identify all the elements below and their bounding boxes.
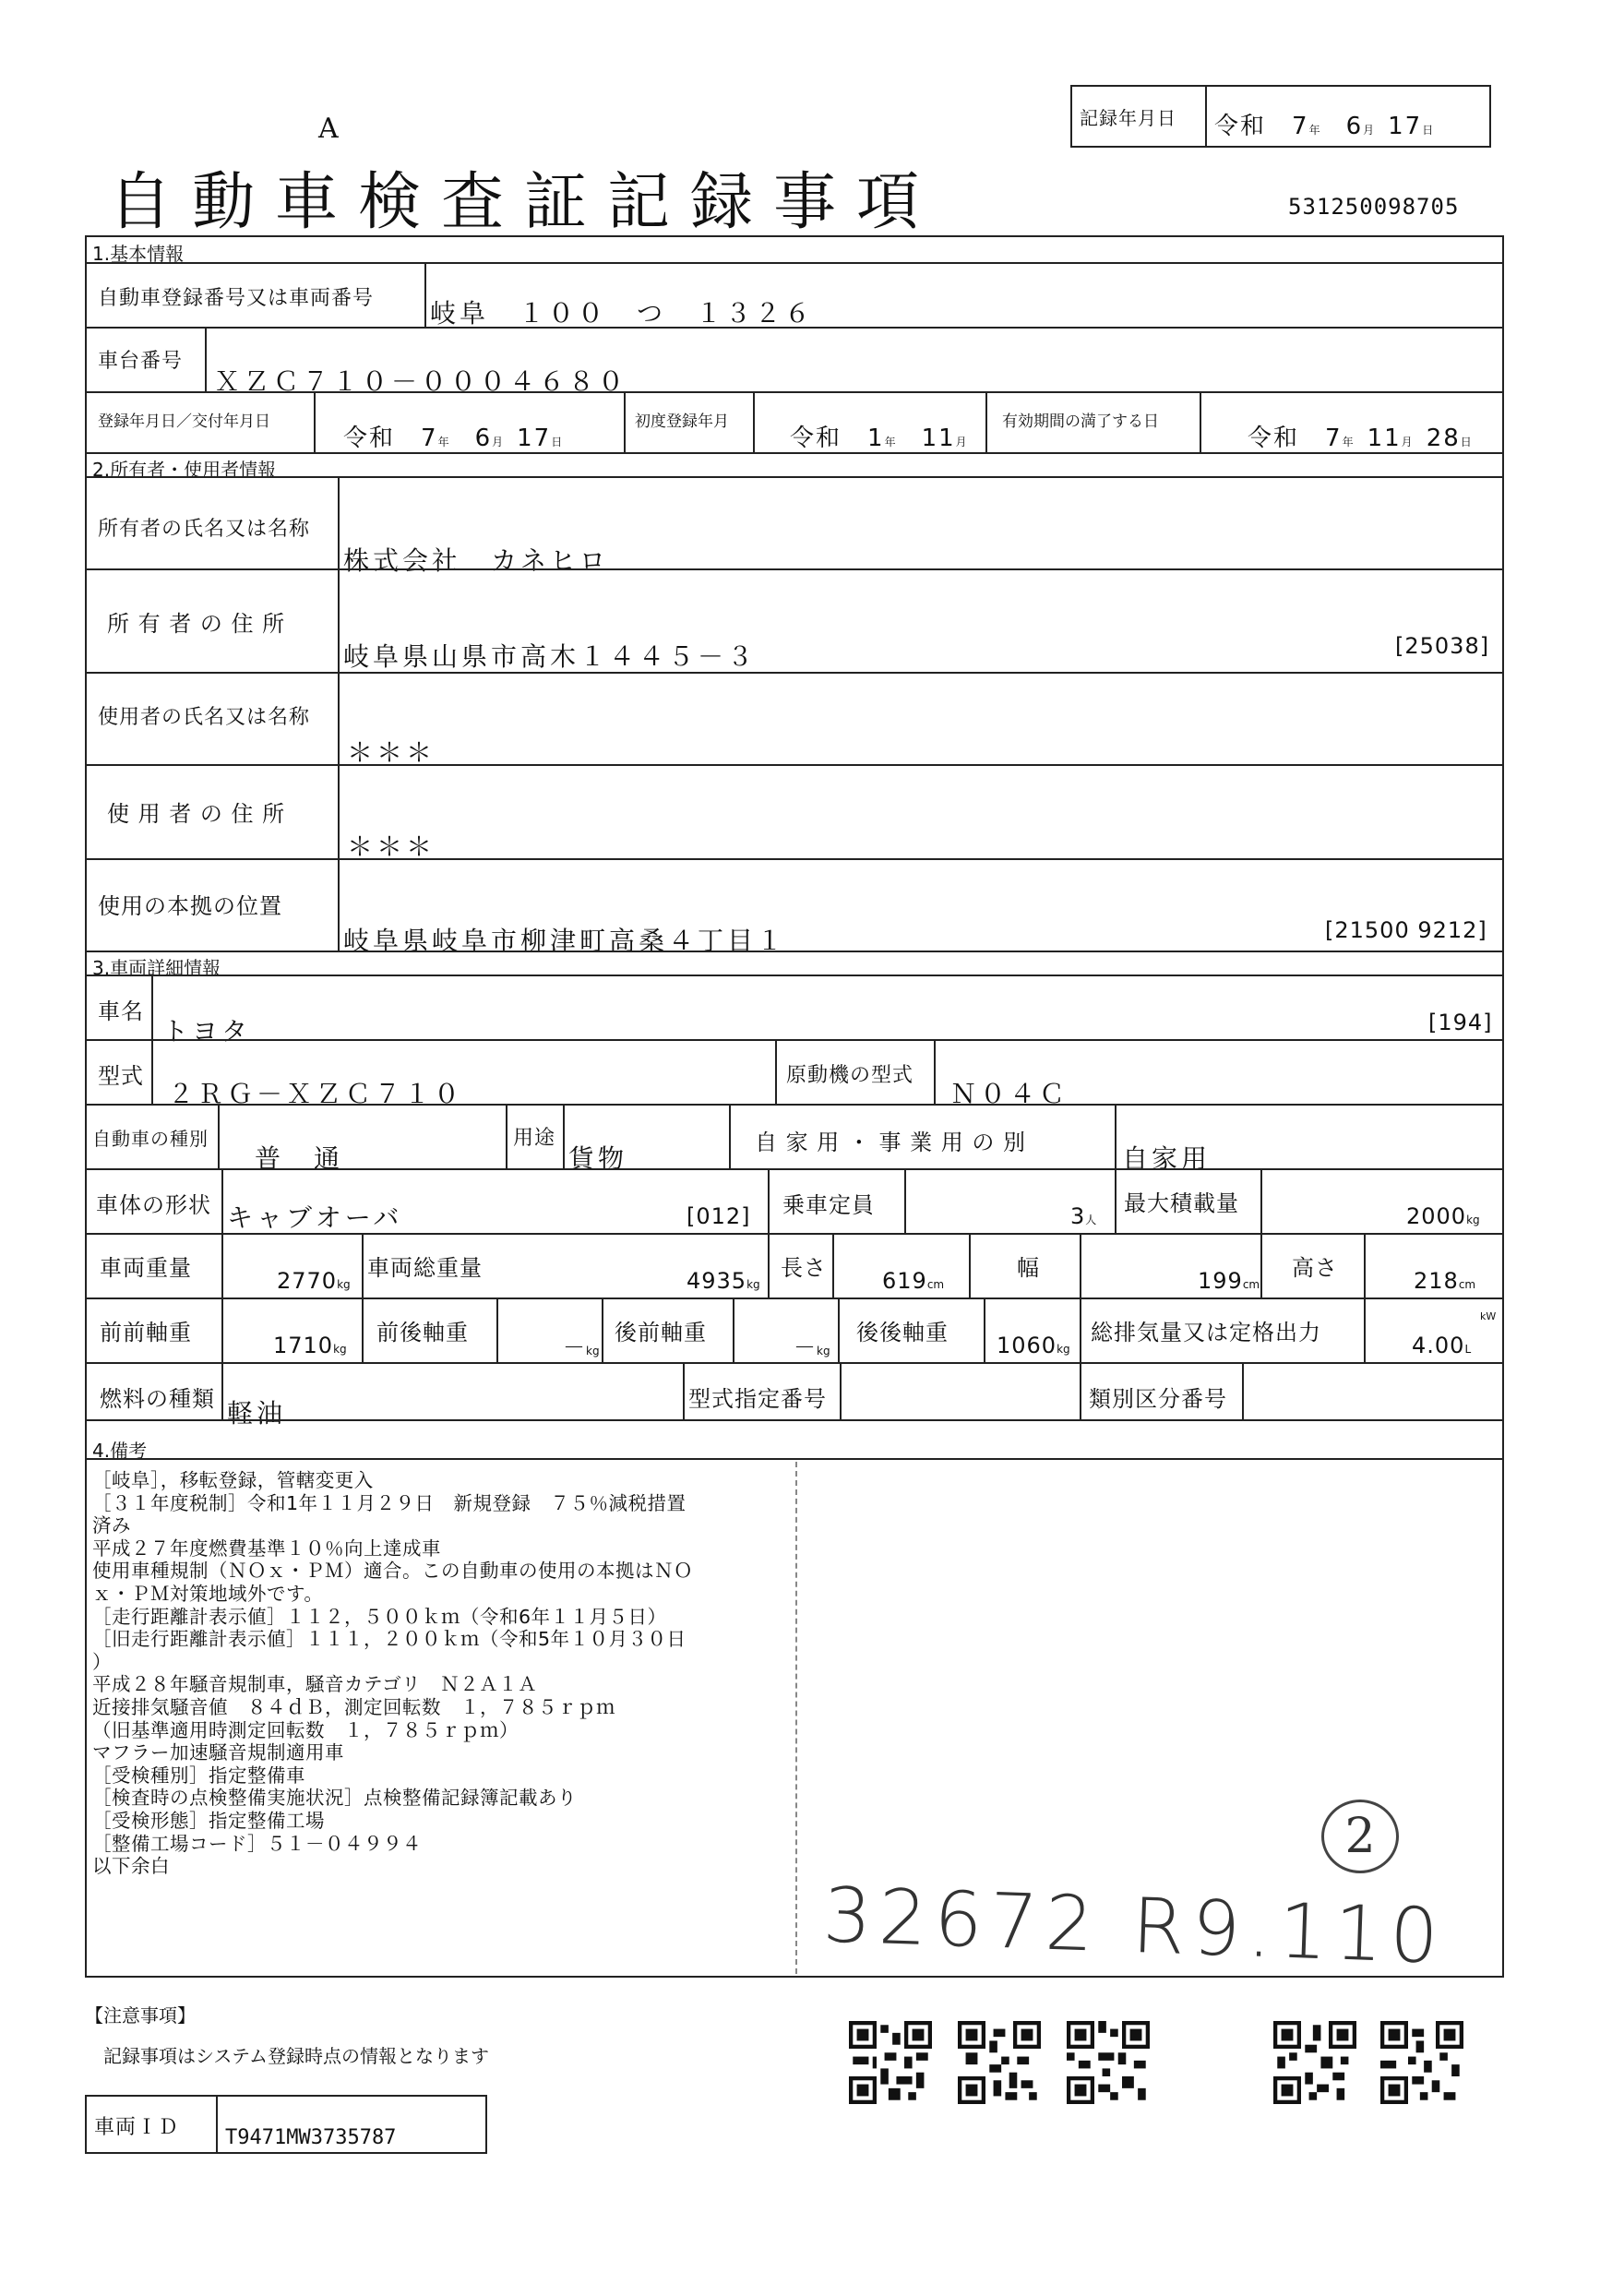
displacement-label: 総排気量又は定格出力 — [1091, 1320, 1321, 1345]
remarks-line: ［３１年度税制］令和1年１１月２９日 新規登録 ７５％減税措置 — [92, 1491, 687, 1514]
registration-date-label: 登録年月日／交付年月日 — [98, 413, 270, 431]
owner-address: 岐阜県山県市高木１４４５－３ — [343, 641, 758, 672]
remarks-line: 済み — [92, 1514, 131, 1537]
remarks-text — [92, 1469, 693, 1878]
remarks-line: ［検査時の点検整備実施状況］点検整備記録簿記載あり — [92, 1787, 577, 1810]
car-name: トヨタ — [162, 1016, 252, 1046]
height-label: 高さ — [1292, 1255, 1338, 1281]
gross-weight: 4935kg — [687, 1268, 760, 1294]
usage-label: 用途 — [513, 1127, 556, 1150]
registration-number-label: 自動車登録番号又は車両番号 — [98, 287, 375, 310]
fuel-type-label: 燃料の種類 — [100, 1386, 215, 1412]
model: ２ＲＧ－ＸＺＣ７１０ — [168, 1079, 464, 1109]
length-label: 長さ — [781, 1255, 827, 1281]
vehicle-id: T9471MW3735787 — [225, 2126, 397, 2149]
qr-code-icon — [958, 2021, 1041, 2104]
category-label: 類別区分番号 — [1089, 1386, 1227, 1412]
qr-code-icon — [1380, 2021, 1463, 2104]
engine-model-label: 原動機の型式 — [786, 1064, 914, 1087]
private-business: 自家用 — [1122, 1143, 1212, 1174]
fuel-type: 軽油 — [227, 1398, 287, 1429]
user-address: ＊＊＊ — [347, 831, 436, 862]
owner-name-label: 所有者の氏名又は名称 — [98, 518, 311, 541]
height: 218cm — [1414, 1268, 1476, 1294]
remarks-line: ［整備工場コード］５１－０４９９４ — [92, 1832, 422, 1855]
section-owner-title: 2.所有者・使用者情報 — [92, 459, 277, 481]
expiry-date-label: 有効期間の満了する日 — [1002, 413, 1159, 431]
displacement-unit-kw: kW — [1480, 1310, 1497, 1322]
form-mark: A — [318, 113, 339, 145]
capacity: 3人 — [1070, 1203, 1097, 1229]
page-title: 自動車検査証記録事項 — [109, 166, 940, 239]
owner-address-code: [25038] — [1395, 633, 1490, 659]
owner-address-label: 所 有 者 の 住 所 — [107, 611, 286, 637]
handwritten-circle-number: 2 — [1321, 1800, 1399, 1873]
chassis-number: ＸＺＣ７１０－０００４６８０ — [214, 366, 628, 397]
owner-name: 株式会社 カネヒロ — [343, 545, 610, 576]
rear-rear-axle-label: 後後軸重 — [856, 1320, 949, 1345]
private-business-label: 自 家 用 ・ 事 業 用 の 別 — [755, 1130, 1027, 1155]
front-rear-axle: －kg — [563, 1334, 600, 1360]
remarks-line: 平成２７年度燃費基準１０％向上達成車 — [92, 1537, 441, 1560]
front-front-axle-label: 前前軸重 — [100, 1320, 192, 1345]
remarks-line: 以下余白 — [92, 1855, 170, 1878]
notice-title: 【注意事項】 — [85, 2004, 196, 2027]
body-shape: キャブオーバ — [227, 1202, 403, 1233]
section-vehicle-title: 3.車両詳細情報 — [92, 957, 221, 979]
record-date: 令和 7年 6月 17日 — [1214, 113, 1434, 140]
remarks-line: 使用車種規制（ＮＯｘ・ＰＭ）適合。この自動車の使用の本拠はＮＯ — [92, 1560, 693, 1583]
model-label: 型式 — [98, 1063, 144, 1089]
remarks-line: ［岐阜］，移転登録，管轄変更入 — [92, 1469, 374, 1491]
car-name-label: 車名 — [98, 999, 144, 1024]
usage: 貨物 — [568, 1143, 628, 1174]
expiry-date: 令和 7年 11月 28日 — [1248, 425, 1472, 452]
remarks-line: ［受検形態］指定整備工場 — [92, 1809, 325, 1832]
type-designation-label: 型式指定番号 — [688, 1386, 827, 1412]
user-address-label: 使 用 者 の 住 所 — [107, 801, 286, 827]
max-load-label: 最大積載量 — [1124, 1190, 1239, 1216]
car-name-code: [194] — [1428, 1010, 1493, 1035]
qr-code-icon — [849, 2021, 932, 2104]
vehicle-weight-label: 車両重量 — [100, 1255, 192, 1281]
base-location-code: [21500 9212] — [1325, 917, 1487, 943]
front-front-axle: 1710kg — [273, 1333, 347, 1358]
base-location-label: 使用の本拠の位置 — [98, 893, 282, 919]
capacity-label: 乗車定員 — [782, 1192, 875, 1218]
vehicle-weight: 2770kg — [277, 1268, 351, 1294]
rear-front-axle: －kg — [794, 1334, 830, 1360]
rear-rear-axle: 1060kg — [997, 1333, 1070, 1358]
width-label: 幅 — [1017, 1255, 1040, 1281]
vehicle-kind: 普 通 — [255, 1143, 344, 1174]
engine-model: Ｎ０４Ｃ — [950, 1079, 1069, 1109]
gross-weight-label: 車両総重量 — [367, 1255, 483, 1281]
document-number: 531250098705 — [1288, 194, 1460, 220]
body-shape-label: 車体の形状 — [96, 1192, 211, 1218]
section-remarks-title: 4.備考 — [92, 1440, 148, 1462]
registration-date: 令和 7年 6月 17日 — [343, 425, 563, 452]
displacement: 4.00L — [1412, 1333, 1472, 1358]
qr-code-icon — [1273, 2021, 1356, 2104]
qr-code-icon — [1067, 2021, 1150, 2104]
remarks-line: ［旧走行距離計表示値］１１１，２００ｋｍ（令和5年１０月３０日 — [92, 1628, 687, 1651]
remarks-line: ） — [92, 1650, 112, 1673]
handwritten-note: 32672 R9.110 — [821, 1871, 1448, 1981]
record-date-label: 記録年月日 — [1080, 107, 1176, 129]
remarks-line: 平成２８年騒音規制車，騒音カテゴリ Ｎ２Ａ１Ａ — [92, 1673, 538, 1696]
first-registration-date: 令和 1年 11月 — [790, 425, 967, 452]
base-location: 岐阜県岐阜市柳津町高桑４丁目１ — [343, 926, 787, 956]
notice-text: 記録事項はシステム登録時点の情報となります — [103, 2045, 489, 2067]
max-load: 2000kg — [1406, 1203, 1480, 1229]
first-registration-label: 初度登録年月 — [635, 413, 729, 431]
width: 199cm — [1198, 1268, 1260, 1294]
remarks-line: （旧基準適用時測定回転数 １，７８５ｒｐｍ） — [92, 1718, 519, 1741]
length: 619cm — [882, 1268, 945, 1294]
vehicle-id-label: 車両ＩＤ — [94, 2116, 180, 2139]
chassis-number-label: 車台番号 — [98, 350, 184, 373]
remarks-line: マフラー加速騒音規制適用車 — [92, 1741, 344, 1764]
front-rear-axle-label: 前後軸重 — [376, 1320, 469, 1345]
user-name-label: 使用者の氏名又は名称 — [98, 706, 311, 729]
user-name: ＊＊＊ — [347, 737, 436, 768]
remarks-line: ｘ・ＰＭ対策地域外です。 — [92, 1582, 324, 1605]
remarks-line: ［受検種別］指定整備車 — [92, 1764, 305, 1787]
remarks-line: 近接排気騒音値 ８４ｄＢ，測定回転数 １，７８５ｒｐｍ — [92, 1695, 615, 1718]
remarks-line: ［走行距離計表示値］１１２，５００ｋｍ（令和6年１１月５日） — [92, 1605, 667, 1628]
body-shape-code: [012] — [687, 1203, 751, 1229]
section-basic-title: 1.基本情報 — [92, 243, 185, 265]
registration-number: 岐阜 １００ つ １３２６ — [430, 298, 815, 329]
vehicle-kind-label: 自動車の種別 — [92, 1128, 209, 1150]
rear-front-axle-label: 後前軸重 — [615, 1320, 707, 1345]
